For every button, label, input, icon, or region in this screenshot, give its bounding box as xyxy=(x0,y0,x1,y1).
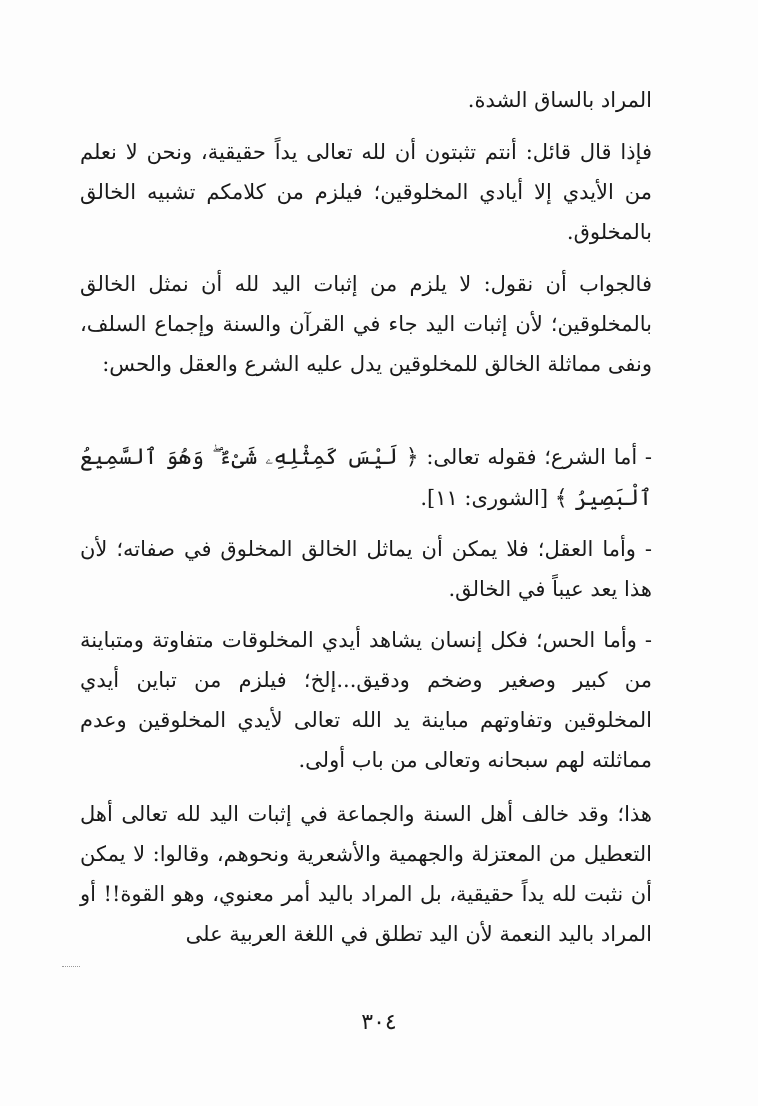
paragraph-6: - وأما الحس؛ فكل إنسان يشاهد أيدي المخلوقات متفاوتة ومتباينة من كبير وصغير وضخم ودقيق...إلخ؛ فيلزم من تباين أيدي المخلوقين وتفاوتهم مباينة يد الله تعالى لأيدي المخلوقين وعدم مماثلته لهم سبحانه وتعالى من باب أولى. xyxy=(80,628,652,772)
page-number: ٣٠٤ xyxy=(361,1010,397,1035)
verse-reference: [الشورى: ١١]. xyxy=(420,486,555,510)
paragraph-2: فإذا قال قائل: أنتم تثبتون أن لله تعالى يداً حقيقية، ونحن لا نعلم من الأيدي إلا أيادي المخلوقين؛ فيلزم من كلامكم تشبيه الخالق بالمخلوق. xyxy=(80,140,652,244)
paragraph-5: - وأما العقل؛ فلا يمكن أن يماثل الخالق المخلوق في صفاته؛ لأن هذا يعد عيباً في الخالق. xyxy=(80,537,652,601)
scan-artifact xyxy=(62,966,80,969)
paragraph-4 xyxy=(80,437,652,519)
paragraph-7: هذا؛ وقد خالف أهل السنة والجماعة في إثبات اليد لله تعالى أهل التعطيل من المعتزلة والجهمية والأشعرية ونحوهم، وقالوا: لا يمكن أن نثبت لله يداً حقيقية، بل المراد باليد أمر معنوي، وهو القوة!! أو المراد باليد النعمة لأن اليد تطلق في اللغة العربية على xyxy=(80,802,652,946)
quran-verse: ﴿ لَيْسَ كَمِثْلِهِۦ شَىْءٌ ۖ وَهُوَ ٱلسَّمِيعُ ٱلْبَصِيرُ ﴾ xyxy=(80,445,652,511)
paragraph-3: فالجواب أن نقول: لا يلزم من إثبات اليد لله أن نمثل الخالق بالمخلوقين؛ لأن إثبات اليد جاء في القرآن والسنة وإجماع السلف، ونفى مماثلة الخالق للمخلوقين يدل عليه الشرع والعقل والحس: xyxy=(80,272,652,376)
paragraph-4-lead: - أما الشرع؛ فقوله تعالى: xyxy=(418,445,652,469)
paragraph-1: المراد بالساق الشدة. xyxy=(467,88,652,112)
